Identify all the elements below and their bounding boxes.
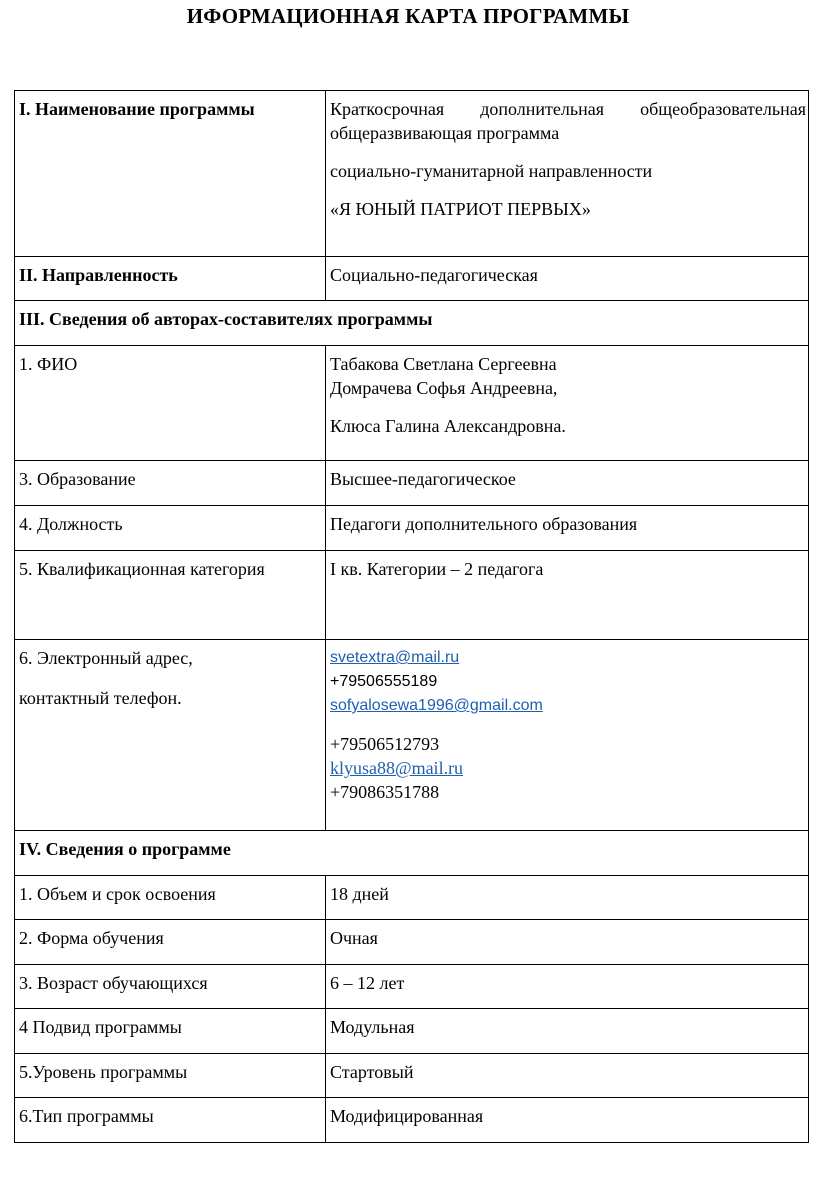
contacts-label — [15, 640, 326, 831]
position-value: Педагоги дополнительного образования — [326, 506, 809, 551]
education-value: Высшее-педагогическое — [326, 461, 809, 506]
program-name-line1: Краткосрочная дополнительная общеобразовательная общеразвивающая программа — [330, 99, 806, 143]
row-contacts — [15, 640, 809, 831]
contacts-label-line2: контактный телефон. — [19, 688, 182, 708]
row-position — [15, 506, 809, 551]
duration-value: 18 дней — [326, 876, 809, 920]
subtype-label: 4 Подвид программы — [15, 1009, 326, 1054]
program-info-section-header: IV. Сведения о программе — [15, 831, 809, 876]
qualification-value: I кв. Категории – 2 педагога — [326, 551, 809, 640]
position-label: 4. Должность — [15, 506, 326, 551]
phone-1: +79506555189 — [330, 673, 438, 690]
level-label: 5.Уровень программы — [15, 1054, 326, 1098]
fio-value — [326, 346, 809, 461]
table-row — [15, 876, 809, 920]
subtype-value: Модульная — [326, 1009, 809, 1054]
direction-value: Социально-педагогическая — [326, 257, 809, 301]
fio-label: 1. ФИО — [15, 346, 326, 461]
study-form-label: 2. Форма обучения — [15, 920, 326, 965]
row-direction — [15, 257, 809, 301]
program-name-value — [326, 91, 809, 257]
age-value: 6 – 12 лет — [326, 965, 809, 1009]
row-qualification — [15, 551, 809, 640]
email-link-1[interactable]: svetextra@mail.ru — [330, 649, 460, 666]
type-label: 6.Тип программы — [15, 1098, 326, 1143]
page-title: ИФОРМАЦИОННАЯ КАРТА ПРОГРАММЫ — [186, 4, 630, 28]
contacts-value — [326, 640, 809, 831]
program-name-line2: социально-гуманитарной направленности — [330, 161, 653, 181]
row-authors-header — [15, 301, 809, 346]
email-link-2[interactable]: sofyalosewa1996@gmail.com — [330, 697, 543, 714]
author-name-1: Табакова Светлана Сергеевна — [330, 354, 557, 374]
email-link-3[interactable]: klyusa88@mail.ru — [330, 758, 464, 778]
table-row — [15, 1098, 809, 1143]
age-label: 3. Возраст обучающихся — [15, 965, 326, 1009]
row-fio — [15, 346, 809, 461]
table-row — [15, 1009, 809, 1054]
table-row — [15, 1054, 809, 1098]
table-row — [15, 920, 809, 965]
info-card-table — [14, 90, 809, 1143]
qualification-label: 5. Квалификационная категория — [15, 551, 326, 640]
education-label: 3. Образование — [15, 461, 326, 506]
program-name-line3: «Я ЮНЫЙ ПАТРИОТ ПЕРВЫХ» — [330, 199, 591, 219]
program-name-label: I. Наименование программы — [15, 91, 326, 257]
direction-label: II. Направленность — [15, 257, 326, 301]
study-form-value: Очная — [326, 920, 809, 965]
phone-2: +79506512793 — [330, 734, 440, 754]
authors-section-header: III. Сведения об авторах-составителях программы — [15, 301, 809, 346]
row-education — [15, 461, 809, 506]
author-name-3: Клюса Галина Александровна. — [330, 416, 566, 436]
table-row — [15, 965, 809, 1009]
level-value: Стартовый — [326, 1054, 809, 1098]
row-program-info-header — [15, 831, 809, 876]
duration-label: 1. Объем и срок освоения — [15, 876, 326, 920]
contacts-label-line1: 6. Электронный адрес, — [19, 648, 193, 668]
author-name-2: Домрачева Софья Андреевна, — [330, 378, 558, 398]
row-program-name — [15, 91, 809, 257]
type-value: Модифицированная — [326, 1098, 809, 1143]
phone-3: +79086351788 — [330, 782, 440, 802]
